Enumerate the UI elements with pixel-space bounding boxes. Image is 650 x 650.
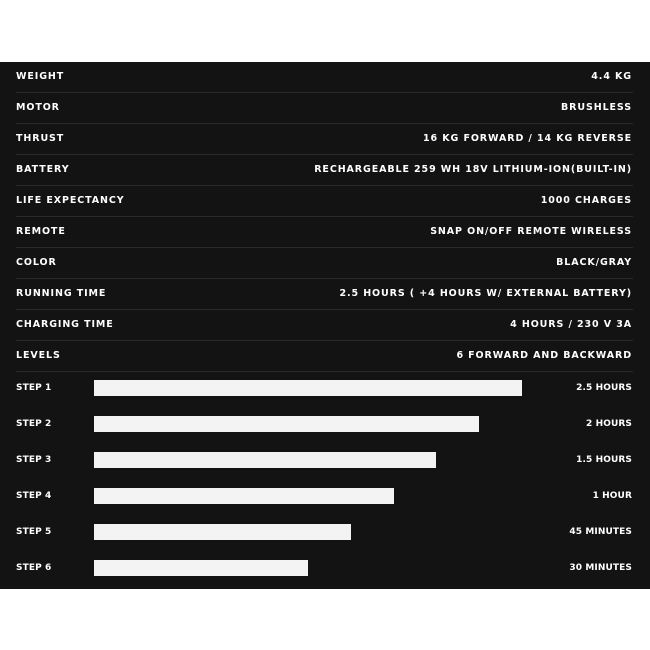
spec-label: THRUST (16, 133, 65, 144)
spec-value: RECHARGEABLE 259 WH 18V LITHIUM-ION(BUILT-IN) (314, 164, 632, 175)
step-row-2 (16, 416, 633, 432)
spec-value: SNAP ON/OFF REMOTE WIRELESS (430, 226, 632, 237)
step-bar-track (94, 380, 522, 396)
spec-value: BRUSHLESS (561, 102, 632, 113)
step-value: 2.5 HOURS (576, 383, 632, 393)
step-bar-track (94, 488, 522, 504)
spec-row-thrust (16, 124, 633, 155)
step-row-4 (16, 488, 633, 504)
step-bar (94, 488, 394, 504)
step-bar (94, 560, 308, 576)
spec-value: 2.5 HOURS ( +4 HOURS W/ EXTERNAL BATTERY) (339, 288, 632, 299)
step-bar (94, 524, 351, 540)
step-row-5 (16, 524, 633, 540)
step-value: 30 MINUTES (569, 563, 632, 573)
step-value: 45 MINUTES (569, 527, 632, 537)
step-label: STEP 2 (16, 419, 52, 429)
spec-row-battery (16, 155, 633, 186)
step-label: STEP 6 (16, 563, 52, 573)
step-value: 1.5 HOURS (576, 455, 632, 465)
spec-row-remote (16, 217, 633, 248)
step-bar (94, 416, 479, 432)
spec-row-running-time (16, 279, 633, 310)
step-row-6 (16, 560, 633, 576)
step-bar (94, 452, 436, 468)
spec-label: BATTERY (16, 164, 70, 175)
step-label: STEP 1 (16, 383, 52, 393)
spec-label: WEIGHT (16, 71, 65, 82)
step-label: STEP 5 (16, 527, 52, 537)
spec-label: LIFE EXPECTANCY (16, 195, 125, 206)
step-row-1 (16, 380, 633, 396)
spec-panel (0, 62, 650, 589)
step-value: 2 HOURS (586, 419, 632, 429)
spec-value: 6 FORWARD AND BACKWARD (456, 350, 632, 361)
spec-row-weight (16, 62, 633, 93)
spec-label: LEVELS (16, 350, 61, 361)
step-bar-track (94, 452, 522, 468)
spec-row-levels (16, 341, 633, 372)
step-label: STEP 4 (16, 491, 52, 501)
spec-value: 4.4 KG (591, 71, 632, 82)
spec-label: MOTOR (16, 102, 60, 113)
step-bar-track (94, 416, 522, 432)
spec-label: COLOR (16, 257, 57, 268)
step-bar-track (94, 524, 522, 540)
spec-label: RUNNING TIME (16, 288, 107, 299)
spec-label: CHARGING TIME (16, 319, 114, 330)
spec-row-charging-time (16, 310, 633, 341)
spec-row-life-expectancy (16, 186, 633, 217)
step-value: 1 HOUR (592, 491, 632, 501)
spec-value: 4 HOURS / 230 V 3A (510, 319, 632, 330)
spec-value: 1000 CHARGES (540, 195, 632, 206)
step-row-3 (16, 452, 633, 468)
spec-row-motor (16, 93, 633, 124)
step-label: STEP 3 (16, 455, 52, 465)
step-bar (94, 380, 522, 396)
spec-value: 16 KG FORWARD / 14 KG REVERSE (423, 133, 632, 144)
spec-value: BLACK/GRAY (556, 257, 632, 268)
step-bar-track (94, 560, 522, 576)
spec-row-color (16, 248, 633, 279)
spec-label: REMOTE (16, 226, 66, 237)
